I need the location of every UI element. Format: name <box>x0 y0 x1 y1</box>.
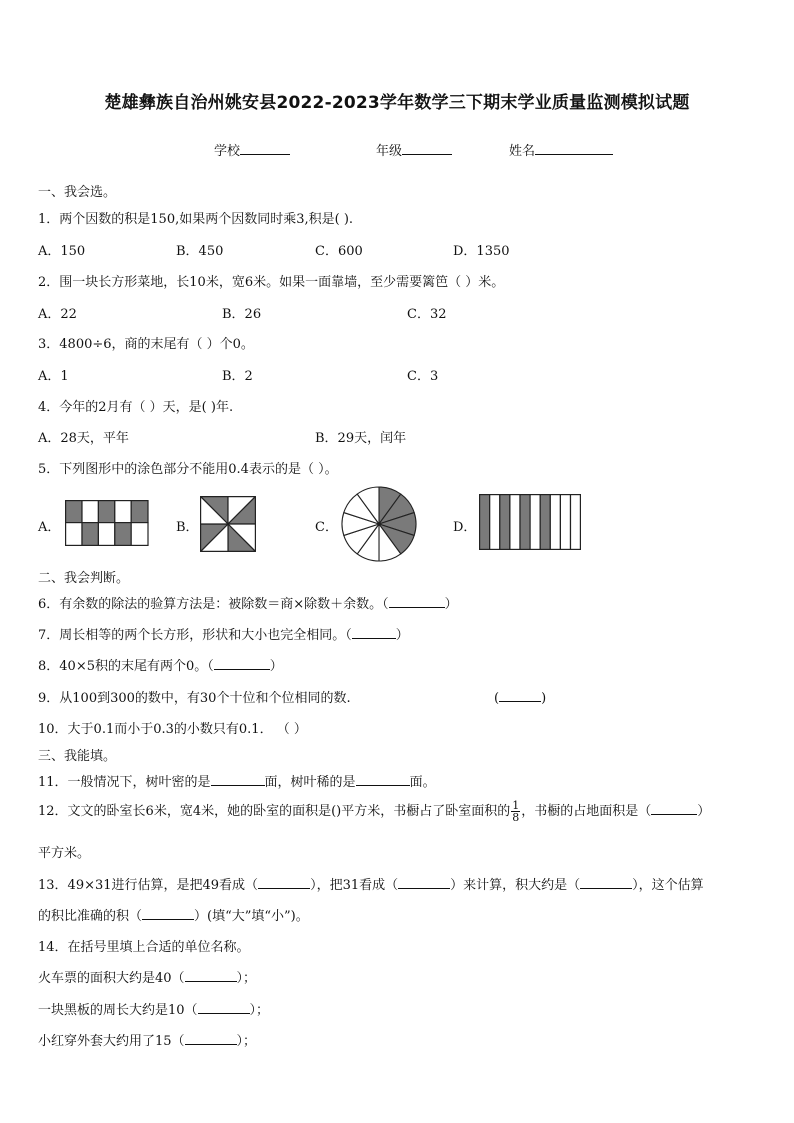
q10-text: 10．大于0.1而小于0.3的小数只有0.1． （ ） <box>38 722 307 737</box>
q13-text-b: ），把31看成（ <box>310 878 399 893</box>
q12-text-c: ） <box>697 804 711 819</box>
q8-text: 8．40×5积的末尾有两个0。（ <box>38 659 214 674</box>
figure-d-strips <box>479 494 581 550</box>
school-blank[interactable] <box>240 140 290 155</box>
q2-option-b: B．26 <box>222 307 262 322</box>
q14-item-2-end: ）； <box>249 1003 270 1018</box>
name-field <box>509 140 613 159</box>
q6-answer-blank[interactable] <box>389 593 445 608</box>
name-label: 姓名 <box>509 144 536 159</box>
q5-option-b-label: B． <box>176 520 199 535</box>
q12-fraction-denominator: 8 <box>512 811 520 824</box>
q1-option-a: A．150 <box>38 244 86 259</box>
q14-item-3-end: ）； <box>236 1034 257 1049</box>
grade-label: 年级 <box>376 144 403 159</box>
q5-option-c-label: C． <box>315 520 338 535</box>
q14-text: 14．在括号里填上合适的单位名称。 <box>38 940 250 955</box>
q13-line-2 <box>38 905 309 924</box>
q13-blank-2[interactable] <box>398 874 450 889</box>
q13-text-d: ），这个估算 <box>632 878 704 893</box>
q3-option-c: C．3 <box>407 369 439 384</box>
section2-heading: 二、我会判断。 <box>38 571 130 586</box>
q7-text: 7．周长相等的两个长方形，形状和大小也完全相同。（ <box>38 628 352 643</box>
name-blank[interactable] <box>535 140 613 155</box>
q4-text: 4．今年的2月有（ ）天，是( )年. <box>38 400 234 415</box>
q6-line <box>38 593 458 612</box>
q11-blank-1[interactable] <box>211 771 265 786</box>
q4-option-b: B．29天，闰年 <box>315 431 407 446</box>
grade-blank[interactable] <box>402 140 452 155</box>
q5-option-a-label: A． <box>38 520 61 535</box>
q1-option-c: C．600 <box>315 244 363 259</box>
q13-text-a: 13．49×31进行估算，是把49看成（ <box>38 878 259 893</box>
q3-text: 3．4800÷6，商的末尾有（ ）个0。 <box>38 337 254 352</box>
q13-text-c: ）来计算，积大约是（ <box>450 878 581 893</box>
q12-text-b: ，书橱的占地面积是（ <box>521 804 652 819</box>
q5-text: 5．下列图形中的涂色部分不能用0.4表示的是（ ）。 <box>38 462 338 477</box>
q8-close: ） <box>269 659 283 674</box>
q8-answer-blank[interactable] <box>214 655 270 670</box>
q14-item-2-text: 一块黑板的周长大约是10（ <box>38 1003 198 1018</box>
q12-fraction <box>511 800 520 823</box>
q14-item-2 <box>38 999 269 1018</box>
q14-blank-1[interactable] <box>185 967 237 982</box>
q4-option-a: A．28天，平年 <box>38 431 129 446</box>
q11-text-b: 面，树叶稀的是 <box>264 775 356 790</box>
q13-blank-3[interactable] <box>580 874 632 889</box>
q11-text-a: 11．一般情况下，树叶密的是 <box>38 775 211 790</box>
q13-line-1 <box>38 874 704 893</box>
school-label: 学校 <box>214 144 241 159</box>
q8-line <box>38 655 283 674</box>
q14-item-3-text: 小红穿外套大约用了15（ <box>38 1034 185 1049</box>
school-field <box>214 140 290 159</box>
q13-blank-4[interactable] <box>142 905 194 920</box>
q5-option-d-label: D． <box>453 520 477 535</box>
q9-answer-blank[interactable] <box>499 687 541 702</box>
q6-close: ） <box>444 597 458 612</box>
q14-blank-2[interactable] <box>198 999 250 1014</box>
q13-text-f: ）(填“大”填“小”)。 <box>194 909 309 924</box>
q12-text-a: 12．文文的卧室长6米，宽4米，她的卧室的面积是()平方米，书橱占了卧室面积的 <box>38 804 511 819</box>
q11-text-c: 面。 <box>409 775 436 790</box>
q2-option-a: A．22 <box>38 307 77 322</box>
q12-text-d: 平方米。 <box>38 846 91 861</box>
q7-close: ） <box>395 628 409 643</box>
q14-item-3 <box>38 1030 256 1049</box>
q12-blank[interactable] <box>651 800 697 815</box>
q11-blank-2[interactable] <box>356 771 410 786</box>
q14-blank-3[interactable] <box>185 1030 237 1045</box>
q7-line <box>38 624 409 643</box>
section3-heading: 三、我能填。 <box>38 749 117 764</box>
figure-c-circle <box>341 486 417 562</box>
q13-text-e: 的积比准确的积（ <box>38 909 143 924</box>
q6-text: 6．有余数的除法的验算方法是：被除数＝商×除数＋余数。（ <box>38 597 389 612</box>
q3-option-b: B．2 <box>222 369 253 384</box>
q14-item-1-text: 火车票的面积大约是40（ <box>38 971 185 986</box>
q7-answer-blank[interactable] <box>352 624 396 639</box>
q9-answer: ( ) <box>494 687 546 706</box>
page-title: 楚雄彝族自治州姚安县2022-2023学年数学三下期末学业质量监测模拟试题 <box>104 93 690 113</box>
q1-option-b: B．450 <box>176 244 224 259</box>
q3-option-a: A．1 <box>38 369 69 384</box>
q1-text: 1．两个因数的积是150,如果两个因数同时乘3,积是( ). <box>38 212 354 227</box>
grade-field <box>376 140 452 159</box>
q14-item-1-end: ）； <box>236 971 257 986</box>
q1-option-d: D．1350 <box>453 244 510 259</box>
q11-line <box>38 771 436 790</box>
q9-text: 9．从100到300的数中，有30个十位和个位相同的数. <box>38 691 351 706</box>
q2-option-c: C．32 <box>407 307 447 322</box>
q12-fraction-numerator: 1 <box>512 799 520 812</box>
q12-line <box>38 800 710 823</box>
figure-a-grid <box>65 500 149 546</box>
section1-heading: 一、我会选。 <box>38 185 117 200</box>
q13-blank-1[interactable] <box>258 874 310 889</box>
q14-item-1 <box>38 967 256 986</box>
q2-text: 2．围一块长方形菜地，长10米，宽6米。如果一面靠墙，至少需要篱笆（ ）米。 <box>38 275 505 290</box>
figure-b-square <box>200 496 256 552</box>
